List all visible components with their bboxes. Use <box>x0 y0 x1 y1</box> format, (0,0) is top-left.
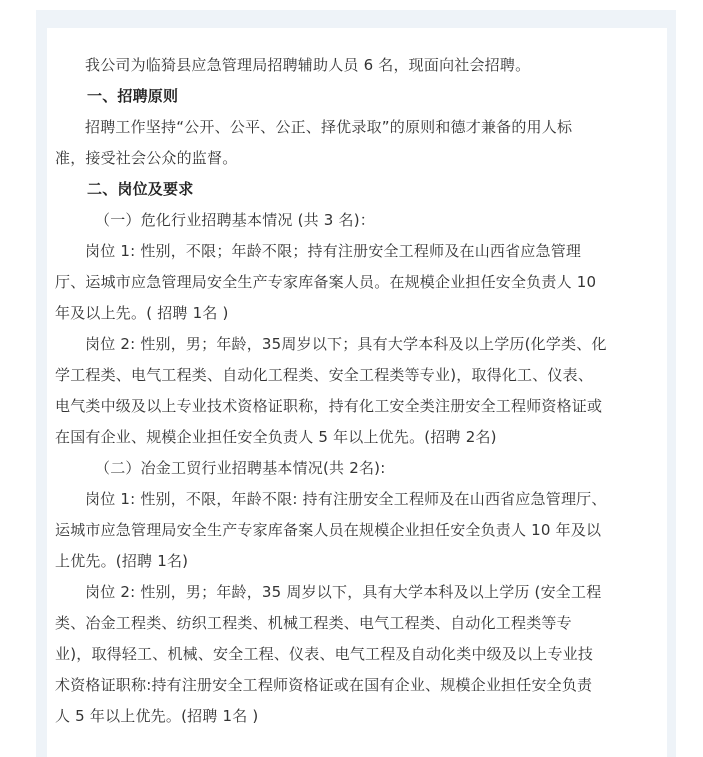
principles-line-1: 招聘工作坚持“公开、公平、公正、择优录取”的原则和德才兼备的用人标 <box>85 118 573 136</box>
group2-post1-line-1: 岗位 1: 性别，不限，年龄不限: 持有注册安全工程师及在山西省应急管理厅、 <box>85 490 607 508</box>
group1-post1-line-2: 厅、运城市应急管理局安全生产专家库备案人员。在规模企业担任安全负责人 10 <box>55 273 597 291</box>
group2-post2-line-3: 业)，取得轻工、机械、安全工程、仪表、电气工程及自动化类中级及以上专业技 <box>55 645 594 663</box>
group1-post2-line-2: 学工程类、电气工程类、自动化工程类、安全工程类等专业)，取得化工、仪表、 <box>55 366 594 384</box>
section-heading-principles: 一、招聘原则 <box>87 87 179 105</box>
group1-post2-line-1: 岗位 2: 性别，男；年龄，35周岁以下；具有大学本科及以上学历(化学类、化 <box>85 335 607 353</box>
group1-post1-line-1: 岗位 1: 性别，不限；年龄不限；持有注册安全工程师及在山西省应急管理 <box>85 242 582 260</box>
principles-line-2: 准，接受社会公众的监督。 <box>55 149 238 167</box>
article-body <box>55 50 660 732</box>
group1-post2-line-4: 在国有企业、规模企业担任安全负责人 5 年以上优先。(招聘 2名) <box>55 428 497 446</box>
group2-post1-line-3: 上优先。(招聘 1名) <box>55 552 189 570</box>
group2-post1-line-2: 运城市应急管理局安全生产专家库备案人员在规模企业担任安全负责人 10 年及以 <box>55 521 602 539</box>
group2-post2-line-5: 人 5 年以上优先。(招聘 1名 ) <box>55 707 259 725</box>
section-heading-positions: 二、岗位及要求 <box>87 180 194 198</box>
group1-post2-line-3: 电气类中级及以上专业技术资格证职称，持有化工安全类注册安全工程师资格证或 <box>55 397 603 415</box>
group2-post2-line-2: 类、冶金工程类、纺织工程类、机械工程类、电气工程类、自动化工程类等专 <box>55 614 572 632</box>
group2-title: （二）冶金工贸行业招聘基本情况(共 2名): <box>95 459 386 477</box>
group2-post2-line-1: 岗位 2: 性别，男；年龄，35 周岁以下，具有大学本科及以上学历 (安全工程 <box>85 583 602 601</box>
intro-paragraph: 我公司为临猗县应急管理局招聘辅助人员 6 名，现面向社会招聘。 <box>85 56 531 74</box>
group1-post1-line-3: 年及以上先。( 招聘 1名 ) <box>55 304 229 322</box>
group1-title: （一）危化行业招聘基本情况 (共 3 名)： <box>95 211 375 229</box>
group2-post2-line-4: 术资格证职称:持有注册安全工程师资格证或在国有企业、规模企业担任安全负责 <box>55 676 593 694</box>
